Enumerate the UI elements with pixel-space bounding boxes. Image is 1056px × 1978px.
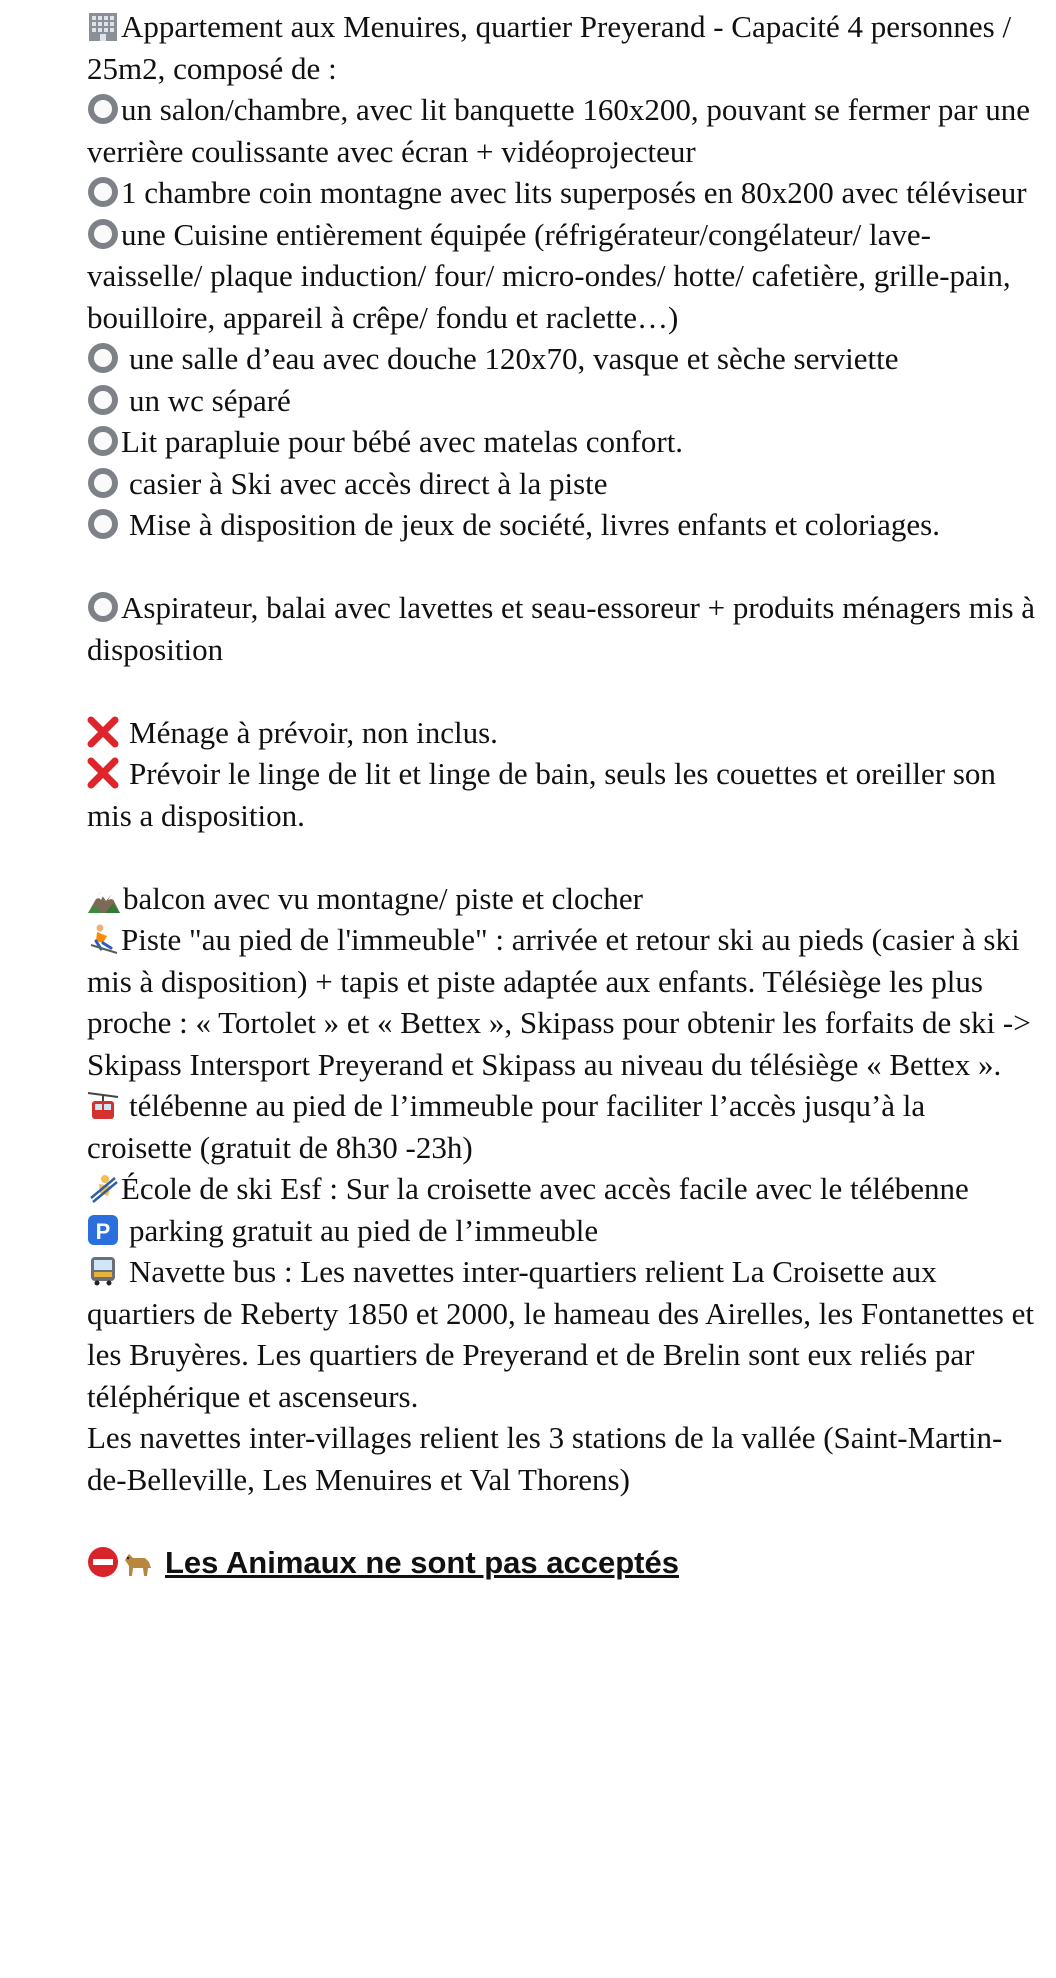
bus-text: Navette bus : Les navettes inter-quartiers relient La Croisette aux quartiers de Reberty 1850 et 2000, le hameau des Airelles, les Fontanettes et les Bruyères. Les quartiers de Preyerand et de Brelin sont eux reliés par téléphérique et ascenseurs. <box>87 1254 1034 1414</box>
parking-text: parking gratuit au pied de l’immeuble <box>129 1212 599 1248</box>
spacer <box>87 546 1037 588</box>
telebenne-item <box>87 1085 1037 1168</box>
animals-text: Les Animaux ne sont pas acceptés <box>165 1544 679 1580</box>
room-item-text: casier à Ski avec accès direct à la piste <box>129 465 608 501</box>
bus-icon <box>87 1255 119 1287</box>
dog-icon <box>121 1546 155 1578</box>
piste-text: Piste "au pied de l'immeuble" : arrivée et retour ski au pieds (casier à ski mis à disposition) + tapis et piste adaptée aux enfants. Télésiège les plus proche : « Tortolet » et « Bettex », Skipass pour obtenir les forfaits de ski -> Skipass Intersport Preyerand et Skipass au niveau du télésiège « Bettex ». <box>87 922 1031 1082</box>
parking-icon <box>87 1214 119 1246</box>
piste-item <box>87 919 1037 1085</box>
cleaning-supplies-text: Aspirateur, balai avec lavettes et seau-essoreur + produits ménagers mis à disposition <box>87 590 1036 667</box>
room-item <box>87 89 1037 172</box>
radio-button-icon <box>87 508 119 540</box>
room-item-text: un wc séparé <box>129 382 291 418</box>
no-entry-icon <box>87 1546 119 1578</box>
building-icon <box>87 12 119 42</box>
radio-button-icon <box>87 176 119 208</box>
ski-school-text: École de ski Esf : Sur la croisette avec accès facile avec le télébenne <box>121 1171 969 1206</box>
room-item <box>87 214 1037 339</box>
svg-text:P: P <box>95 1218 111 1244</box>
radio-button-icon <box>87 218 119 250</box>
room-item <box>87 338 1037 380</box>
room-item-text: une Cuisine entièrement équipée (réfrigérateur/congélateur/ lave-vaisselle/ plaque induction/ four/ micro-ondes/ hotte/ cafetière, grille-pain, bouilloire, appareil à crêpe/ fondu et raclette…) <box>87 216 1011 335</box>
spacer <box>87 1500 1037 1542</box>
room-item-text: une salle d’eau avec douche 120x70, vasque et sèche serviette <box>129 341 899 376</box>
bus-item <box>87 1251 1037 1417</box>
room-item-text: 1 chambre coin montagne avec lits superposés en 80x200 avec téléviseur <box>121 175 1027 210</box>
radio-button-icon <box>87 384 119 416</box>
radio-button-icon <box>87 425 119 457</box>
room-item <box>87 172 1037 214</box>
villages-text: Les navettes inter-villages relient les 3 stations de la vallée (Saint-Martin-de-Belleville, Les Menuires et Val Thorens) <box>87 1420 1003 1497</box>
radio-button-icon <box>87 93 119 125</box>
intro-text: Appartement aux Menuires, quartier Preyerand - Capacité 4 personnes / 25m2, composé de : <box>87 9 1012 86</box>
cleaning-supplies <box>87 587 1037 670</box>
balcony-text: balcon avec vu montagne/ piste et clocher <box>123 880 643 916</box>
balcony-item <box>87 878 1037 920</box>
radio-button-icon <box>87 591 119 623</box>
intro-paragraph <box>87 6 1037 89</box>
room-item-text: Lit parapluie pour bébé avec matelas confort. <box>121 424 684 459</box>
warning-text: Prévoir le linge de lit et linge de bain, seuls les couettes et oreiller son mis a disposition. <box>87 756 996 833</box>
radio-button-icon <box>87 467 119 499</box>
villages-item <box>87 1417 1037 1500</box>
telebenne-text: télébenne au pied de l’immeuble pour faciliter l’accès jusqu’à la croisette (gratuit de 8h30 -23h) <box>87 1088 926 1165</box>
room-item <box>87 463 1037 505</box>
room-item <box>87 380 1037 422</box>
warning-item <box>87 753 1037 836</box>
warning-text: Ménage à prévoir, non inclus. <box>129 714 498 750</box>
listing-description <box>87 6 1037 1583</box>
ski-school-item <box>87 1168 1037 1210</box>
animals-notice <box>87 1542 1037 1584</box>
ski-school-icon <box>87 1172 119 1204</box>
radio-button-icon <box>87 342 119 374</box>
aerial-tramway-icon <box>87 1089 119 1121</box>
room-item <box>87 504 1037 546</box>
cross-mark-icon <box>87 716 119 748</box>
spacer <box>87 670 1037 712</box>
parking-item <box>87 1210 1037 1252</box>
cross-mark-icon <box>87 757 119 789</box>
snow-capped-mountain-icon <box>87 884 121 914</box>
room-item <box>87 421 1037 463</box>
spacer <box>87 836 1037 878</box>
warning-item <box>87 712 1037 754</box>
skier-icon <box>87 923 119 955</box>
room-item-text: Mise à disposition de jeux de société, livres enfants et coloriages. <box>129 507 940 542</box>
room-item-text: un salon/chambre, avec lit banquette 160x200, pouvant se fermer par une verrière coulissante avec écran + vidéoprojecteur <box>87 92 1031 169</box>
